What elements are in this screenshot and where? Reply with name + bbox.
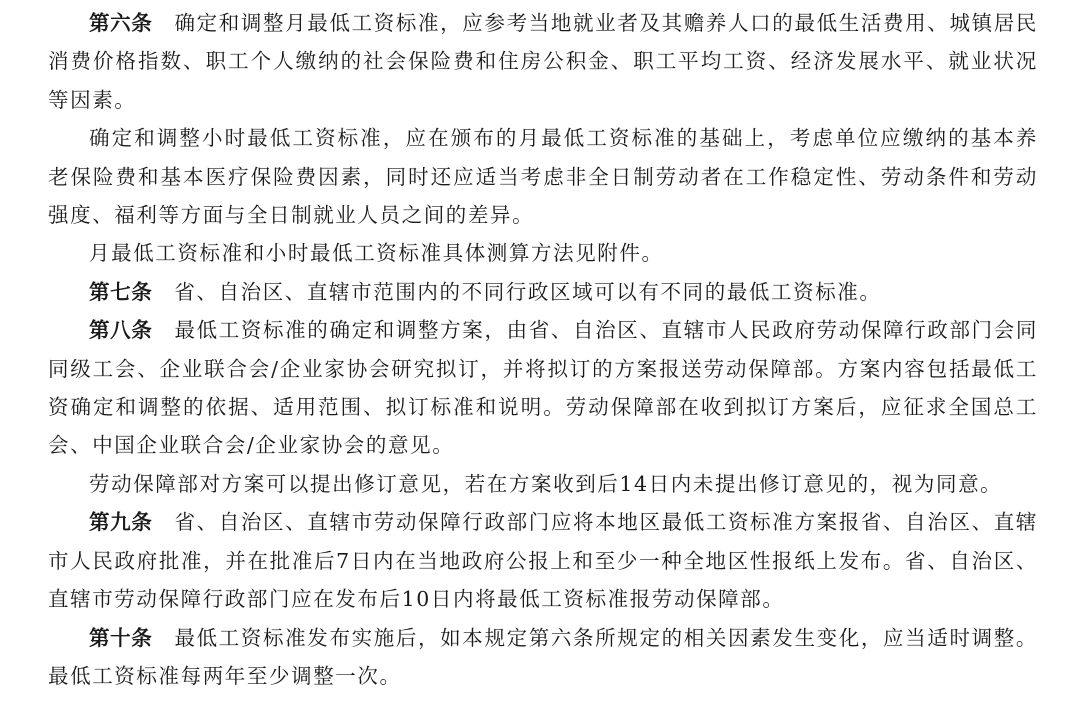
- paragraph-article-9: [48, 503, 1038, 618]
- article-number: 第六条: [89, 11, 153, 35]
- paragraph-calculation-method: [48, 234, 1038, 272]
- article-number: 第九条: [89, 510, 153, 535]
- paragraph-text: 省、自治区、直辖市劳动保障行政部门应将本地区最低工资标准方案报省、自治区、直辖市人民政府批准，并在批准后7日内在当地政府公报上和至少一种全地区性报纸上发布。省、自治区、直辖市劳动保障行政部门应在发布后10日内将最低工资标准报劳动保障部。: [48, 510, 1038, 612]
- article-number: 第七条: [89, 279, 153, 304]
- paragraph-article-10: [48, 619, 1038, 696]
- paragraph-text: 月最低工资标准和小时最低工资标准具体测算方法见附件。: [89, 241, 664, 266]
- paragraph-hourly-wage: [48, 119, 1038, 234]
- paragraph-article-6: [48, 4, 1038, 119]
- paragraph-text: 确定和调整月最低工资标准，应参考当地就业者及其赡养人口的最低生活费用、城镇居民消费价格指数、职工个人缴纳的社会保险费和住房公积金、职工平均工资、经济发展水平、就业状况等因素。: [48, 11, 1038, 112]
- paragraph-text: 劳动保障部对方案可以提出修订意见，若在方案收到后14日内未提出修订意见的，视为同意。: [89, 471, 1003, 496]
- paragraph-article-8: [48, 311, 1038, 465]
- article-number: 第十条: [89, 625, 153, 650]
- paragraph-text: 最低工资标准的确定和调整方案，由省、自治区、直辖市人民政府劳动保障行政部门会同同级工会、企业联合会/企业家协会研究拟订，并将拟订的方案报送劳动保障部。方案内容包括最低工资确定和调整的依据、适用范围、拟订标准和说明。劳动保障部在收到拟订方案后，应征求全国总工会、中国企业联合会/企业家协会的意见。: [48, 318, 1038, 458]
- paragraph-text: 确定和调整小时最低工资标准，应在颁布的月最低工资标准的基础上，考虑单位应缴纳的基本养老保险费和基本医疗保险费因素，同时还应适当考虑非全日制劳动者在工作稳定性、劳动条件和劳动强度、福利等方面与全日制就业人员之间的差异。: [48, 126, 1038, 228]
- paragraph-text: 最低工资标准发布实施后，如本规定第六条所规定的相关因素发生变化，应当适时调整。最低工资标准每两年至少调整一次。: [48, 625, 1038, 688]
- paragraph-article-7: [48, 273, 1038, 311]
- paragraph-revision-opinion: [48, 465, 1038, 503]
- paragraph-text: 省、自治区、直辖市范围内的不同行政区域可以有不同的最低工资标准。: [174, 279, 882, 304]
- article-number: 第八条: [89, 318, 153, 343]
- document-body: [48, 4, 1038, 695]
